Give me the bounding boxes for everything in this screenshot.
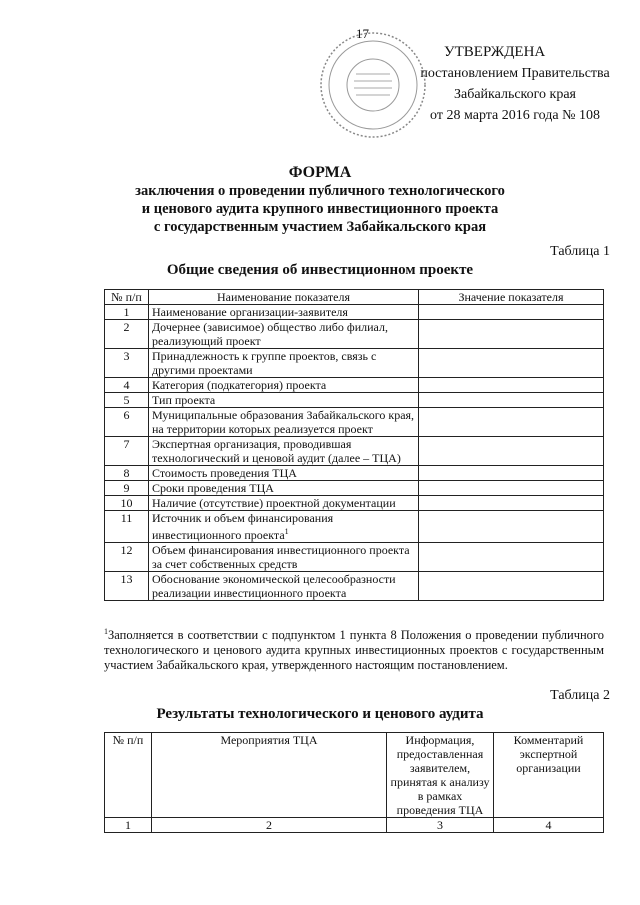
row-num: 8 xyxy=(105,466,149,481)
footnote-text: Заполняется в соответствии с подпунктом 1 пункта 8 Положения о проведении публичного технологического и ценового аудита крупных инвестиционных проектов с государственным участием Забайкальского края, утвержденного настоящим постановлением. xyxy=(104,628,604,673)
row-value xyxy=(419,543,604,572)
row-name xyxy=(149,511,419,543)
table-row xyxy=(105,543,604,572)
document-title xyxy=(0,164,640,236)
footnote xyxy=(104,624,604,673)
row-name: Обоснование экономической целесообразности реализации инвестиционного проекта xyxy=(149,572,419,601)
row-value xyxy=(419,393,604,408)
table1-label: Таблица 1 xyxy=(550,244,610,259)
row-num: 4 xyxy=(105,378,149,393)
row-num: 13 xyxy=(105,572,149,601)
row-num: 7 xyxy=(105,437,149,466)
title-form: ФОРМА xyxy=(288,164,352,181)
row-value xyxy=(419,320,604,349)
table2-caption: Результаты технологического и ценового аудита xyxy=(156,706,484,722)
header-num: № п/п xyxy=(105,290,149,305)
page-number: 17 xyxy=(356,26,369,41)
table-row xyxy=(105,481,604,496)
column-number-row xyxy=(105,818,604,833)
table-row xyxy=(105,349,604,378)
approval-issuer: постановлением Правительства xyxy=(420,66,610,81)
row-value xyxy=(419,511,604,543)
row-name: Объем финансирования инвестиционного проекта за счет собственных средств xyxy=(149,543,419,572)
row-name: Экспертная организация, проводившая технологический и ценовой аудит (далее – ТЦА) xyxy=(149,437,419,466)
header-applicant-info: Информация, предоставленная заявителем, принятая к анализу в рамках проведения ТЦА xyxy=(387,733,494,818)
footnote-marker: 1 xyxy=(104,627,108,636)
approval-region: Забайкальского края xyxy=(453,87,576,102)
row-name: Муниципальные образования Забайкальского края, на территории которых реализуется проект xyxy=(149,408,419,437)
row-num: 2 xyxy=(105,320,149,349)
footnote-marker: 1 xyxy=(284,527,289,536)
table-row xyxy=(105,305,604,320)
row-value xyxy=(419,496,604,511)
approval-block xyxy=(400,42,630,126)
audit-results-table xyxy=(104,732,604,833)
row-value xyxy=(419,305,604,320)
general-info-table xyxy=(104,289,604,601)
table-row xyxy=(105,437,604,466)
approval-date: от 28 марта 2016 года № 108 xyxy=(430,108,600,123)
table-row xyxy=(105,393,604,408)
table-row xyxy=(105,511,604,543)
row-name: Принадлежность к группе проектов, связь с другими проектами xyxy=(149,349,419,378)
row-value xyxy=(419,466,604,481)
row-value xyxy=(419,572,604,601)
column-number: 3 xyxy=(387,818,494,833)
header-value: Значение показателя xyxy=(419,290,604,305)
title-line: с государственным участием Забайкальского края xyxy=(153,219,487,235)
column-number: 2 xyxy=(152,818,387,833)
row-value xyxy=(419,437,604,466)
row-num: 6 xyxy=(105,408,149,437)
table-row xyxy=(105,496,604,511)
header-expert-comment: Комментарий экспертной организации xyxy=(494,733,604,818)
header-num: № п/п xyxy=(105,733,152,818)
approval-status: УТВЕРЖДЕНА xyxy=(444,44,546,60)
row-value xyxy=(419,481,604,496)
row-value xyxy=(419,408,604,437)
column-number: 4 xyxy=(494,818,604,833)
row-num: 9 xyxy=(105,481,149,496)
title-line: заключения о проведении публичного технологического xyxy=(135,183,505,199)
row-num: 5 xyxy=(105,393,149,408)
table-header-row xyxy=(105,733,604,818)
table-row xyxy=(105,408,604,437)
row-name: Наименование организации-заявителя xyxy=(149,305,419,320)
column-number: 1 xyxy=(105,818,152,833)
table2-label: Таблица 2 xyxy=(550,688,610,703)
header-name: Наименование показателя xyxy=(149,290,419,305)
row-num: 12 xyxy=(105,543,149,572)
row-num: 10 xyxy=(105,496,149,511)
row-name: Тип проекта xyxy=(149,393,419,408)
row-name: Категория (подкатегория) проекта xyxy=(149,378,419,393)
row-value xyxy=(419,378,604,393)
table-row xyxy=(105,572,604,601)
row-num: 3 xyxy=(105,349,149,378)
header-activities: Мероприятия ТЦА xyxy=(152,733,387,818)
row-num: 1 xyxy=(105,305,149,320)
title-line: и ценового аудита крупного инвестиционного проекта xyxy=(141,201,499,217)
table-row xyxy=(105,320,604,349)
row-name-text: Источник и объем финансирования инвестиционного проекта xyxy=(152,511,334,542)
table-row xyxy=(105,378,604,393)
row-name: Дочернее (зависимое) общество либо филиал, реализующий проект xyxy=(149,320,419,349)
row-name: Наличие (отсутствие) проектной документации xyxy=(149,496,419,511)
row-num: 11 xyxy=(105,511,149,543)
table-row xyxy=(105,466,604,481)
row-value xyxy=(419,349,604,378)
row-name: Стоимость проведения ТЦА xyxy=(149,466,419,481)
table1-caption: Общие сведения об инвестиционном проекте xyxy=(166,262,474,278)
row-name: Сроки проведения ТЦА xyxy=(149,481,419,496)
table-header-row xyxy=(105,290,604,305)
